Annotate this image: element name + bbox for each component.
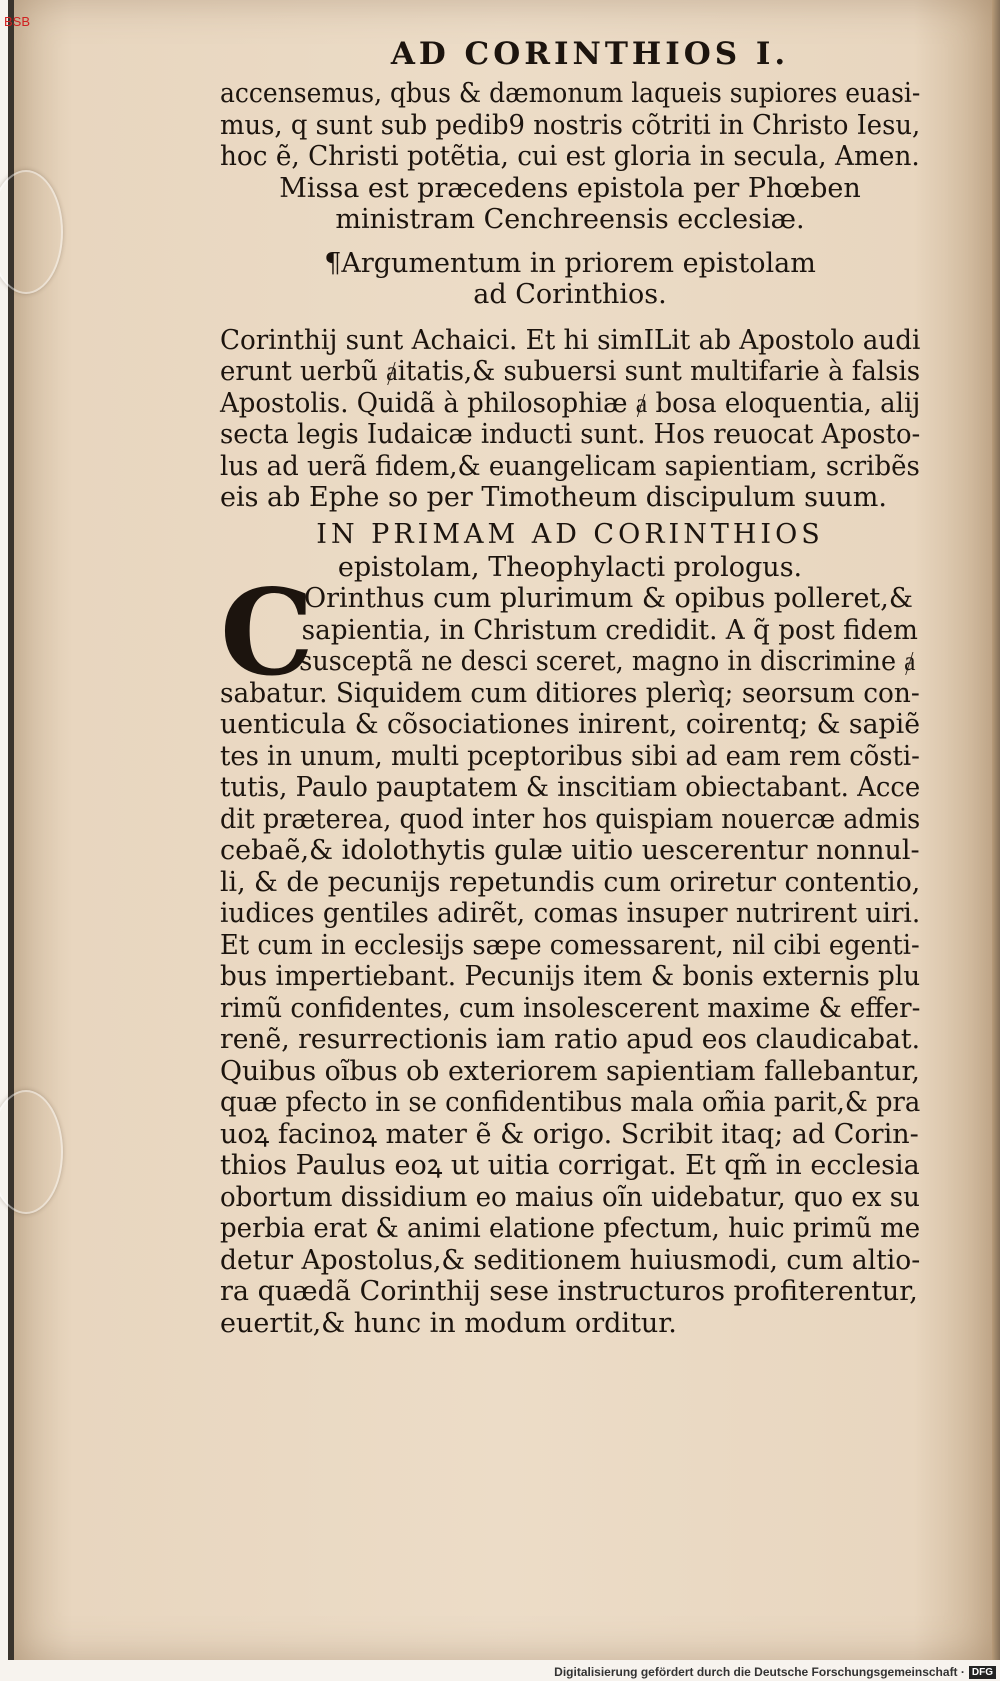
closing-note bbox=[220, 173, 920, 236]
text-line: tes in unum, multi pceptoribus sibi ad eam rem cõsti- bbox=[220, 740, 920, 772]
text-line: li, & de pecunijs repetundis cum oriretur contentio, bbox=[220, 866, 921, 898]
footer-text: Digitalisierung gefördert durch die Deutsche Forschungsgemeinschaft · bbox=[554, 1664, 965, 1679]
text-line: eis ab Ephe so per Timotheum discipulum suum. bbox=[220, 482, 887, 513]
text-line: Apostolis. Quidã à philosophiæ ⱥ bosa eloquentia, alij bbox=[220, 387, 921, 419]
text-line: cebaẽ,& idolothytis gulæ uitio uescerentur nonnul- bbox=[220, 835, 920, 866]
text-line: erunt uerbũ ⱥitatis,& subuersi sunt multifarie à falsis bbox=[220, 356, 921, 387]
argument-text bbox=[220, 325, 920, 514]
heading-line: ¶Argumentum in priorem epistolam bbox=[324, 247, 816, 279]
text-line: Quibus oĩbus ob exteriorem sapientiam fallebantur, bbox=[220, 1055, 920, 1087]
text-line: uoꝝ facinoꝝ mater ẽ & origo. Scribit itaq; ad Corin- bbox=[220, 1118, 919, 1150]
footer-credit bbox=[554, 1665, 996, 1679]
text-line: uenticula & cõsociationes inirent, coirentq; & sapiẽ bbox=[220, 709, 921, 740]
text-line: quæ pfecto in se confidentibus mala om̃ia parit,& pra bbox=[220, 1087, 921, 1118]
running-head: AD CORINTHIOS I. bbox=[390, 36, 790, 72]
text-line: Corinthij sunt Achaici. Et hi simILit ab Apostolo audi bbox=[220, 324, 921, 356]
text-line: Et cum in ecclesijs sæpe comessarent, nil cibi egenti- bbox=[220, 929, 920, 961]
text-line: rimũ confidentes, cum insolescerent maxime & effer- bbox=[220, 992, 921, 1024]
text-line: sabatur. Siquidem cum ditiores plerìq; seorsum con- bbox=[220, 677, 920, 709]
text-line: accensemus, qbus & dæmonum laqueis supiores euasi- bbox=[220, 78, 921, 109]
text-line: thios Paulus eoꝝ ut uitia corrigat. Et qm̃ in ecclesia bbox=[220, 1150, 920, 1181]
binding-hole bbox=[0, 170, 63, 294]
binding-holes bbox=[14, 170, 69, 1320]
text-line: Missa est præcedens epistola per Phœben bbox=[279, 172, 861, 204]
text-line: lus ad uerã fidem,& euangelicam sapientiam, scribẽs bbox=[220, 450, 920, 482]
dfg-logo: DFG bbox=[969, 1666, 996, 1679]
page-edge bbox=[992, 0, 1000, 1660]
text-line: sapientia, in Christum credidit. A q̃ post fidem bbox=[301, 614, 918, 646]
page-text bbox=[220, 36, 920, 1339]
text-line: Orinthus cum plurimum & opibus polleret,& bbox=[304, 583, 913, 614]
text-line: bus impertiebant. Pecunijs item & bonis externis plu bbox=[220, 961, 921, 992]
prologue-title: IN PRIMAM AD CORINTHIOS bbox=[316, 518, 824, 550]
binding-hole bbox=[0, 1090, 63, 1214]
heading-line: ad Corinthios. bbox=[473, 279, 667, 310]
drop-cap-initial: C bbox=[220, 563, 314, 702]
text-line: renẽ, resurrectionis iam ratio apud eos claudicabat. bbox=[220, 1024, 921, 1055]
text-line: tutis, Paulo pauptatem & inscitiam obiectabant. Acce bbox=[220, 772, 921, 803]
prologue-subtitle: epistolam, Theophylacti prologus. bbox=[337, 551, 803, 583]
text-line: perbia erat & animi elatione pfectum, huic primũ me bbox=[220, 1213, 921, 1244]
text-line: iudices gentiles adirẽt, comas insuper nutrirent uiri. bbox=[220, 898, 921, 929]
text-line: dit præterea, quod inter hos quispiam nouercæ admis bbox=[220, 803, 921, 835]
top-lines bbox=[220, 78, 920, 173]
text-line: ra quædã Corinthij sese instructuros profiterentur, bbox=[220, 1276, 918, 1307]
prologue-heading bbox=[220, 518, 920, 584]
text-line: ministram Cenchreensis ecclesiæ. bbox=[335, 204, 805, 235]
text-line: mus, q sunt sub pedib9 nostris cõtriti in Christo Iesu, bbox=[220, 109, 921, 141]
text-line: obortum dissidium eo maius oĩn uidebatur, quo ex su bbox=[220, 1181, 920, 1213]
text-line: hoc ẽ, Christi potẽtia, cui est gloria in secula, Amen. bbox=[220, 141, 920, 172]
library-watermark: BSB bbox=[4, 14, 31, 29]
text-line: susceptã ne desci sceret, magno in discrimine ⱥ bbox=[299, 646, 916, 677]
text-line: euertit,& hunc in modum orditur. bbox=[220, 1307, 677, 1339]
text-line: detur Apostolus,& seditionem huiusmodi, cum altio- bbox=[220, 1244, 921, 1276]
text-line: secta legis Iudaicæ inducti sunt. Hos reuocat Aposto- bbox=[220, 419, 921, 450]
argument-heading bbox=[220, 248, 920, 311]
